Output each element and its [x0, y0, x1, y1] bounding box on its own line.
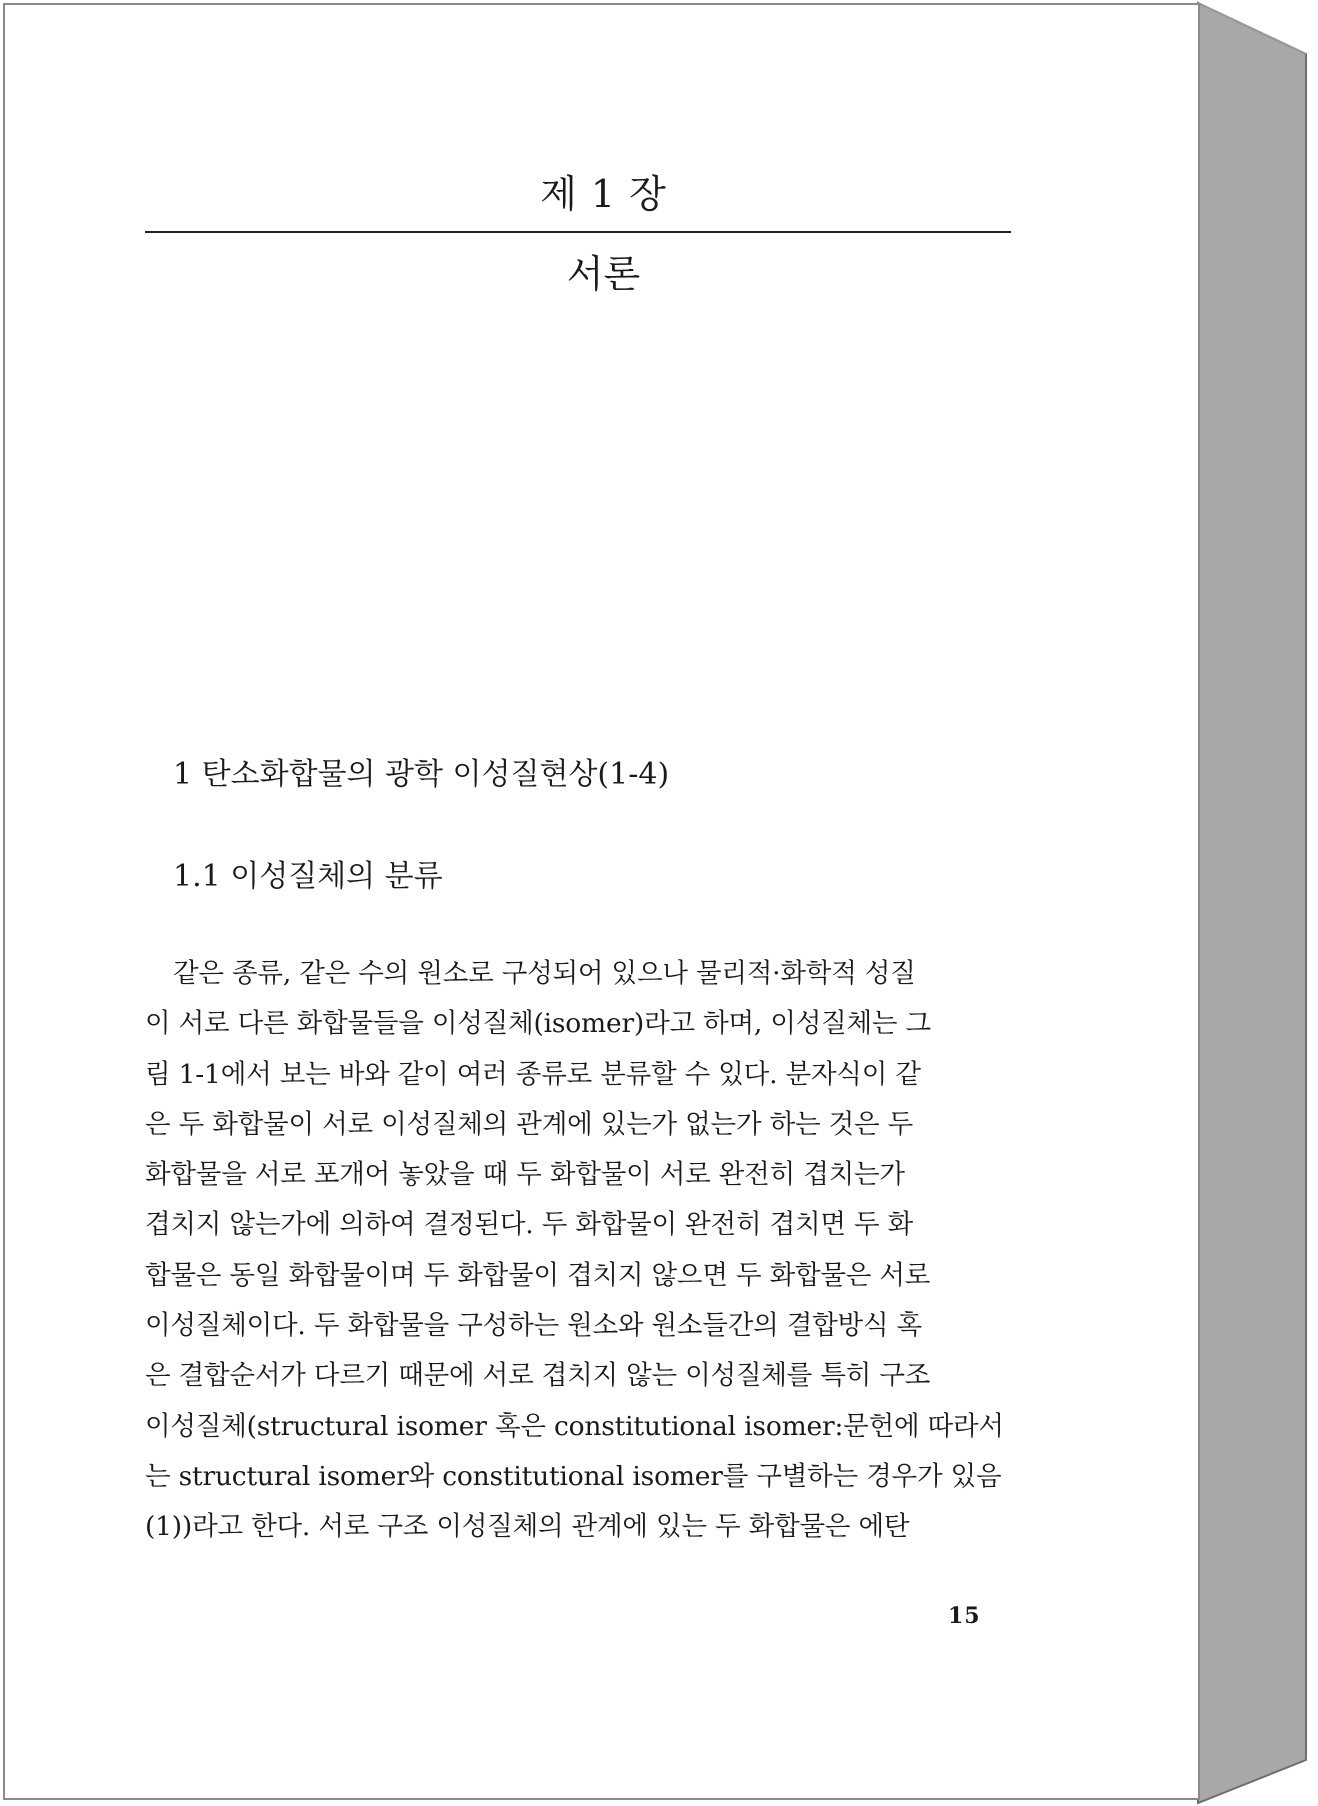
body-line: 같은 종류, 같은 수의 원소로 구성되어 있으나 물리적·화학적 성질: [173, 958, 916, 989]
body-line: 이 서로 다른 화합물들을 이성질체(isomer)라고 하며, 이성질체는 그: [145, 1008, 931, 1040]
body-line: (1))라고 한다. 서로 구조 이성질체의 관계에 있는 두 화합물은 에탄: [145, 1511, 910, 1543]
chapter-title: 서론: [566, 252, 641, 296]
section-heading: 1 탄소화합물의 광학 이성질현상(1-4): [173, 757, 670, 792]
body-line: 은 두 화합물이 서로 이성질체의 관계에 있는가 없는가 하는 것은 두: [145, 1108, 914, 1140]
body-line: 림 1-1에서 보는 바와 같이 여러 종류로 분류할 수 있다. 분자식이 같: [145, 1058, 921, 1090]
page-number: 15: [948, 1603, 981, 1629]
chapter-number: 제 1 장: [540, 172, 667, 216]
body-line: 이성질체(structural isomer 혹은 constitutional isomer:문헌에 따라서: [145, 1410, 1004, 1442]
body-line: 은 결합순서가 다르기 때문에 서로 겹치지 않는 이성질체를 특히 구조: [145, 1360, 931, 1392]
chapter-divider: [145, 231, 1011, 233]
body-line: 이성질체이다. 두 화합물을 구성하는 원소와 원소들간의 결합방식 혹: [145, 1310, 922, 1342]
body-paragraph: [145, 949, 1020, 1553]
body-line: 합물은 동일 화합물이며 두 화합물이 겹치지 않으면 두 화합물은 서로: [145, 1259, 931, 1291]
book-page: [3, 3, 1200, 1800]
body-line: 겹치지 않는가에 의하여 결정된다. 두 화합물이 완전히 겹치면 두 화: [145, 1209, 914, 1241]
subsection-heading: 1.1 이성질체의 분류: [173, 859, 443, 894]
body-line: 화합물을 서로 포개어 놓았을 때 두 화합물이 서로 완전히 겹치는가: [145, 1159, 905, 1191]
body-line: 는 structural isomer와 constitutional isomer를 구별하는 경우가 있음: [145, 1460, 1002, 1492]
